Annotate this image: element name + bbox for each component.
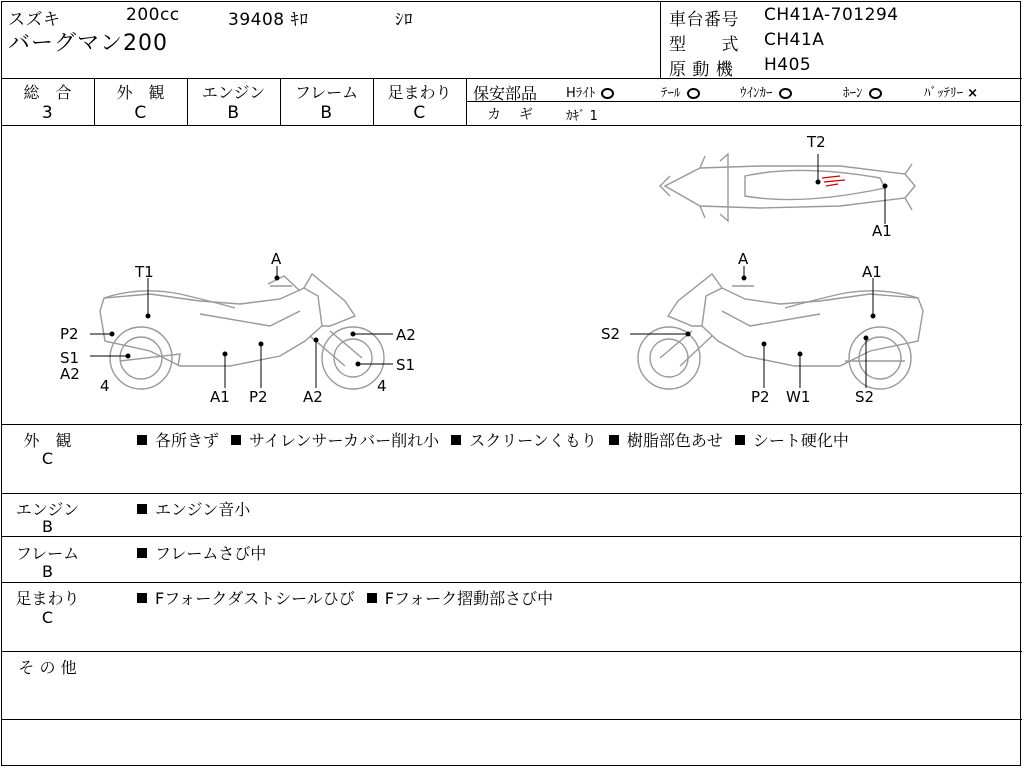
bullet-icon [451,435,461,445]
note-engine-grade: B [42,517,53,536]
model-code-label: 型 式 [669,35,739,55]
label-left-a2-right: A2 [396,326,416,344]
label-left-a1: A1 [210,388,230,406]
grade-engine-label: エンジン [201,83,266,102]
note-frame-label: フレーム [15,544,80,563]
label-right-a1: A1 [862,263,882,281]
ok-mark-icon [601,88,614,99]
grade-engine-value: B [227,103,240,123]
label-left-s1: S1 [60,349,80,367]
ng-mark-icon: × [967,86,979,101]
bullet-icon [609,435,619,445]
label-left-4: 4 [100,377,110,395]
bullet-icon [137,593,147,603]
model-name: バーグマン200 [8,31,168,56]
frame-no: CH41A-701294 [764,5,899,25]
frame-no-label: 車台番号 [669,10,739,30]
displacement: 200cc [126,5,180,25]
mileage: 39408 ｷﾛ [228,10,309,30]
grade-overall-label: 総 合 [23,83,72,102]
note-exterior-grade: C [41,449,54,468]
ok-mark-icon [687,88,700,99]
label-right-s2: S2 [601,325,621,343]
color: ｼﾛ [395,10,413,30]
engine-label: 原 動 機 [669,60,734,80]
model-code: CH41A [764,30,825,50]
grade-suspension-label: 足まわり [387,83,452,102]
scooter-top-view [660,154,915,221]
bullet-icon [367,593,377,603]
scooter-left-view [100,274,384,389]
note-engine-items: エンジン音小 [137,497,262,520]
scooter-right-view [638,274,923,389]
label-left-p2-bottom: P2 [249,388,268,406]
label-left-a2: A2 [60,365,80,383]
note-engine-label: エンジン [15,500,80,519]
ok-mark-icon [779,88,792,99]
label-left-t1: T1 [135,263,154,281]
note-suspension-items: Fフォークダストシールひび Fフォーク摺動部さび中 [137,586,565,609]
label-right-p2: P2 [751,388,770,406]
safety-battery: ﾊﾞｯﾃﾘｰ × [924,86,979,101]
label-right-w1: W1 [786,388,811,406]
note-frame-items: フレームさび中 [137,541,278,564]
safety-winker: ｳｲﾝｶｰ [740,82,792,101]
label-right-a-top: A [738,250,749,268]
label-left-4-right: 4 [377,377,387,395]
damage-mark-t2 [822,176,845,186]
grade-exterior-value: C [134,103,147,123]
label-left-a-top: A [271,250,282,268]
note-suspension-grade: C [41,608,54,627]
label-left-a2-bottom: A2 [303,388,323,406]
label-left-s1-right: S1 [396,356,416,374]
safety-tail: ﾃｰﾙ [661,82,700,101]
label-top-t2: T2 [807,133,826,151]
label-right-s2-bottom: S2 [855,388,875,406]
grade-overall-value: 3 [41,103,54,123]
note-exterior-items: 各所きず サイレンサーカバー削れ小 スクリーンくもり 樹脂部色あせ シート硬化中 [137,428,861,451]
bullet-icon [137,504,147,514]
bullet-icon [137,548,147,558]
header-divider [660,1,661,78]
key-value: ｶｷﾞ 1 [566,109,598,124]
label-left-p2: P2 [60,325,79,343]
grade-exterior-label: 外 観 [116,83,165,102]
note-exterior-label: 外 観 [23,431,72,450]
safety-horn: ﾎｰﾝ [843,82,882,101]
grade-frame-value: B [320,103,333,123]
grade-frame-label: フレーム [294,83,359,102]
engine-code: H405 [764,55,812,75]
bullet-icon [735,435,745,445]
safety-label: 保安部品 [473,84,538,103]
bullet-icon [231,435,241,445]
note-frame-grade: B [42,562,53,581]
label-top-a1: A1 [872,222,892,240]
grade-suspension-value: C [413,103,426,123]
maker: スズキ [8,10,61,30]
note-suspension-label: 足まわり [15,589,80,608]
safety-headlight: Hﾗｲﾄ [566,82,614,101]
ok-mark-icon [869,88,882,99]
bullet-icon [137,435,147,445]
note-other-label: そ の 他 [18,658,77,677]
key-label: カ ギ [487,107,535,123]
